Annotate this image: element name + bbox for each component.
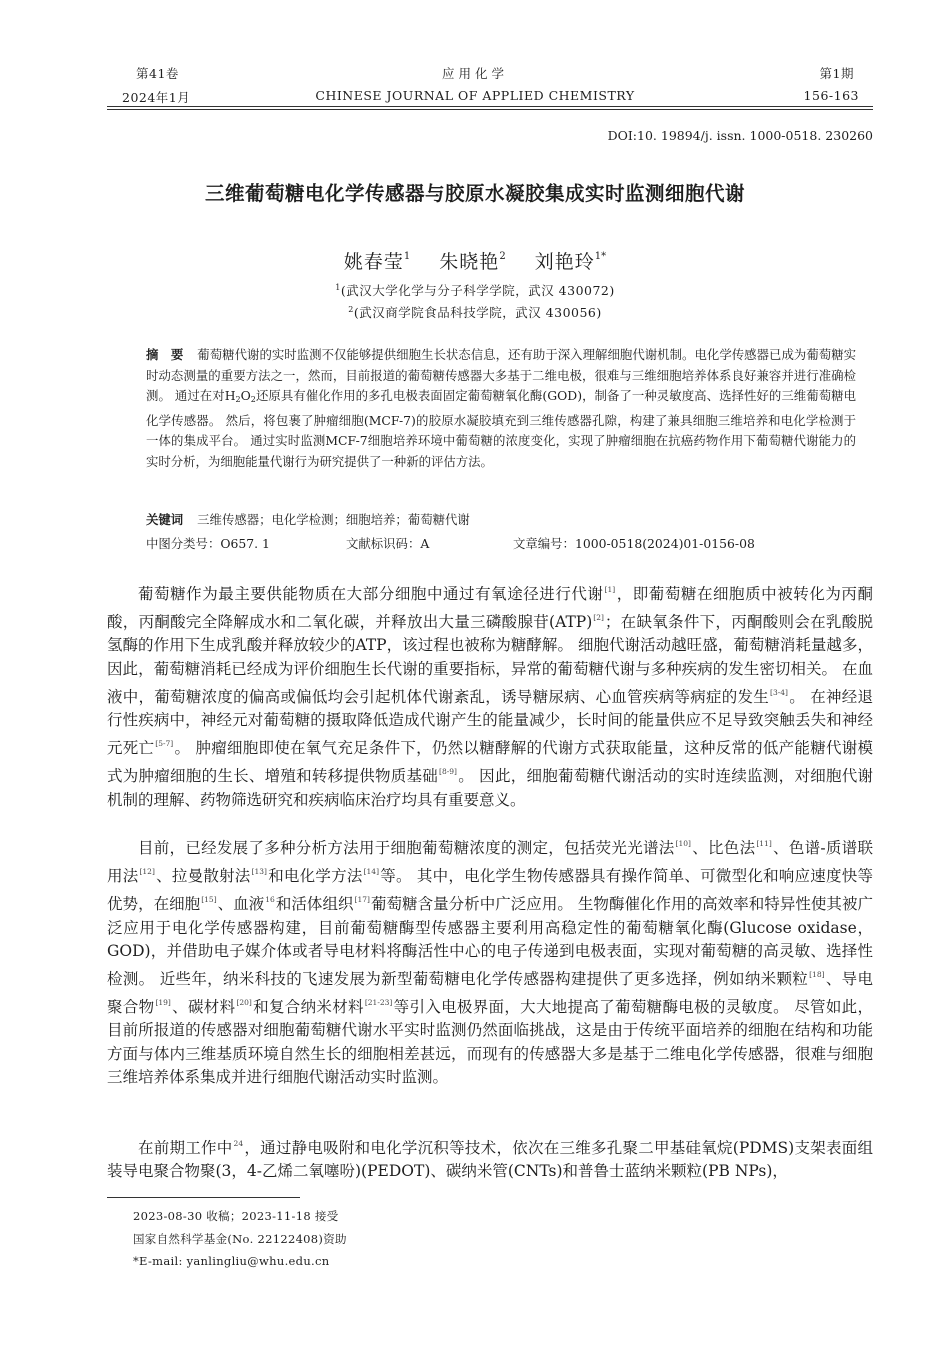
document-code: 文献标识码：A [346, 536, 430, 551]
body-paragraph: 目前，已经发展了多种分析方法用于细胞葡萄糖浓度的测定，包括荧光光谱法[10]、比色法[11]、色谱-质谱联用法[12]、拉曼散射法[13]和电化学方法[14]等。 其中，电化学生物传感器具有操作简单、可微型化和响应速度快等优势，在细胞[15]、血液$^{16}$和活体组织[17]葡萄糖含量分析中广泛应用。 生物酶催化作用的高效率和特异性使其被广泛应用于电化学传感器构建，目前葡萄糖酶型传感器主要利用高稳定性的葡萄糖氧化酶(Glucose oxidase，GOD)，并借助电子媒介体或者导电材料将酶活性中心的电子传递到电极表面，实现对葡萄糖的高灵敏、选择性检测。 近些年，纳米科技的飞速发展为新型葡萄糖电化学传感器构建提供了更多选择，例如纳米颗粒[18]、导电聚合物[19]、碳材料[20]和复合纳米材料[21-23]等引入电极界面，大大地提高了葡萄糖酶电极的灵敏度。 尽管如此，目前所报道的传感器对细胞葡萄糖代谢水平实时监测仍然面临挑战，这是由于传统平面培养的细胞在结构和功能方面与体内三维基质环境自然生长的细胞相差甚远，而现有的传感器大多是基于二维电化学传感器，很难与细胞三维培养体系集成并进行细胞代谢活动实时监测。 [107, 839, 873, 1086]
received-date: 2023-08-30 收稿；2023-11-18 接受 [133, 1209, 339, 1223]
header-rule-thin [107, 109, 873, 110]
author: 姚春莹$^1$ [343, 251, 411, 273]
journal-en-title: CHINESE JOURNAL OF APPLIED CHEMISTRY [315, 88, 635, 103]
issue-label: 第1期 [819, 66, 854, 81]
header-rule [107, 106, 873, 107]
funding-note: 国家自然科学基金(No. 22122408)资助 [133, 1232, 347, 1246]
doi: DOI:10. 19894/j. issn. 1000-0518. 230260 [607, 128, 873, 143]
affiliation: $^2$(武汉商学院食品科技学院，武汉 430056) [348, 305, 602, 320]
keywords: 关键词 三维传感器；电化学检测；细胞培养；葡萄糖代谢 [146, 512, 470, 527]
footnote-rule [107, 1197, 300, 1198]
keywords-label: 关键词 [146, 512, 184, 527]
author-list [0, 247, 950, 274]
affiliation: $^1$(武汉大学化学与分子科学学院，武汉 430072) [335, 283, 615, 298]
page-range: 156-163 [803, 88, 859, 103]
abstract-label: 摘 要 [146, 347, 184, 362]
author: 朱晓艳$^2$ [439, 251, 506, 273]
date-label: 2024年1月 [122, 90, 191, 105]
clc-number: 中图分类号：O657. 1 [146, 536, 270, 551]
article-number: 文章编号：1000-0518(2024)01-0156-08 [513, 536, 755, 551]
body-paragraph: 在前期工作中$^{24}$，通过静电吸附和电化学沉积等技术，依次在三维多孔聚二甲基硅氧烷(PDMS)支架表面组装导电聚合物聚(3，4-乙烯二氧噻吩)(PEDOT)、碳纳米管(CNTs)和普鲁士蓝纳米颗粒(PB NPs)， [107, 1139, 873, 1181]
body-paragraph: 葡萄糖作为最主要供能物质在大部分细胞中通过有氧途径进行代谢[1]，即葡萄糖在细胞质中被转化为丙酮酸，丙酮酸完全降解成水和二氧化碳，并释放出大量三磷酸腺苷(ATP)[2]；在缺氧条件下，丙酮酸则会在乳酸脱氢酶的作用下生成乳酸并释放较少的ATP，该过程也被称为糖酵解。 细胞代谢活动越旺盛，葡萄糖消耗量越多，因此，葡萄糖消耗已经成为评价细胞生长代谢的重要指标，异常的葡萄糖代谢与多种疾病的发生密切相关。 在血液中，葡萄糖浓度的偏高或偏低均会引起机体代谢紊乱，诱导糖尿病、心血管疾病等病症的发生[3-4]。 在神经退行性疾病中，神经元对葡萄糖的摄取降低造成代谢产生的能量减少，长时间的能量供应不足导致突触丢失和神经元死亡[5-7]。 肿瘤细胞即使在氧气充足条件下，仍然以糖酵解的代谢方式获取能量，这种反常的低产能糖代谢模式为肿瘤细胞的生长、增殖和转移提供物质基础[8-9]。 因此，细胞葡萄糖代谢活动的实时连续监测，对细胞代谢机制的理解、药物筛选研究和疾病临床治疗均具有重要意义。 [107, 585, 873, 809]
volume-label: 第41卷 [136, 66, 179, 81]
abstract: 摘 要 葡萄糖代谢的实时监测不仅能够提供细胞生长状态信息，还有助于深入理解细胞代谢机制。电化学传感器已成为葡萄糖实时动态测量的重要方法之一，然而，目前报道的葡萄糖传感器大多基于二维电极，很难与三维细胞培养体系良好兼容并进行准确检测。 通过在对$H_2O_2$还原具有催化作用的多孔电极表面固定葡萄糖氧化酶(GOD)，制备了一种灵敏度高、选择性好的三维葡萄糖电化学传感器。 然后，将包裹了肿瘤细胞(MCF-7)的胶原水凝胶填充到三维传感器孔隙，构建了兼具细胞三维培养和电化学检测于一体的集成平台。 通过实时监测MCF-7细胞培养环境中葡萄糖的浓度变化，实现了肿瘤细胞在抗癌药物作用下葡萄糖代谢能力的实时分析，为细胞能量代谢行为研究提供了一种新的评估方法。 [146, 347, 857, 469]
paper-title: 三维葡萄糖电化学传感器与胶原水凝胶集成实时监测细胞代谢 [204, 182, 745, 205]
corresponding-email: *E-mail: yanlingliu@whu.edu.cn [133, 1254, 330, 1268]
journal-cn-title: 应用化学 [441, 66, 508, 81]
author: 刘艳玲$^{1*}$ [534, 251, 607, 273]
